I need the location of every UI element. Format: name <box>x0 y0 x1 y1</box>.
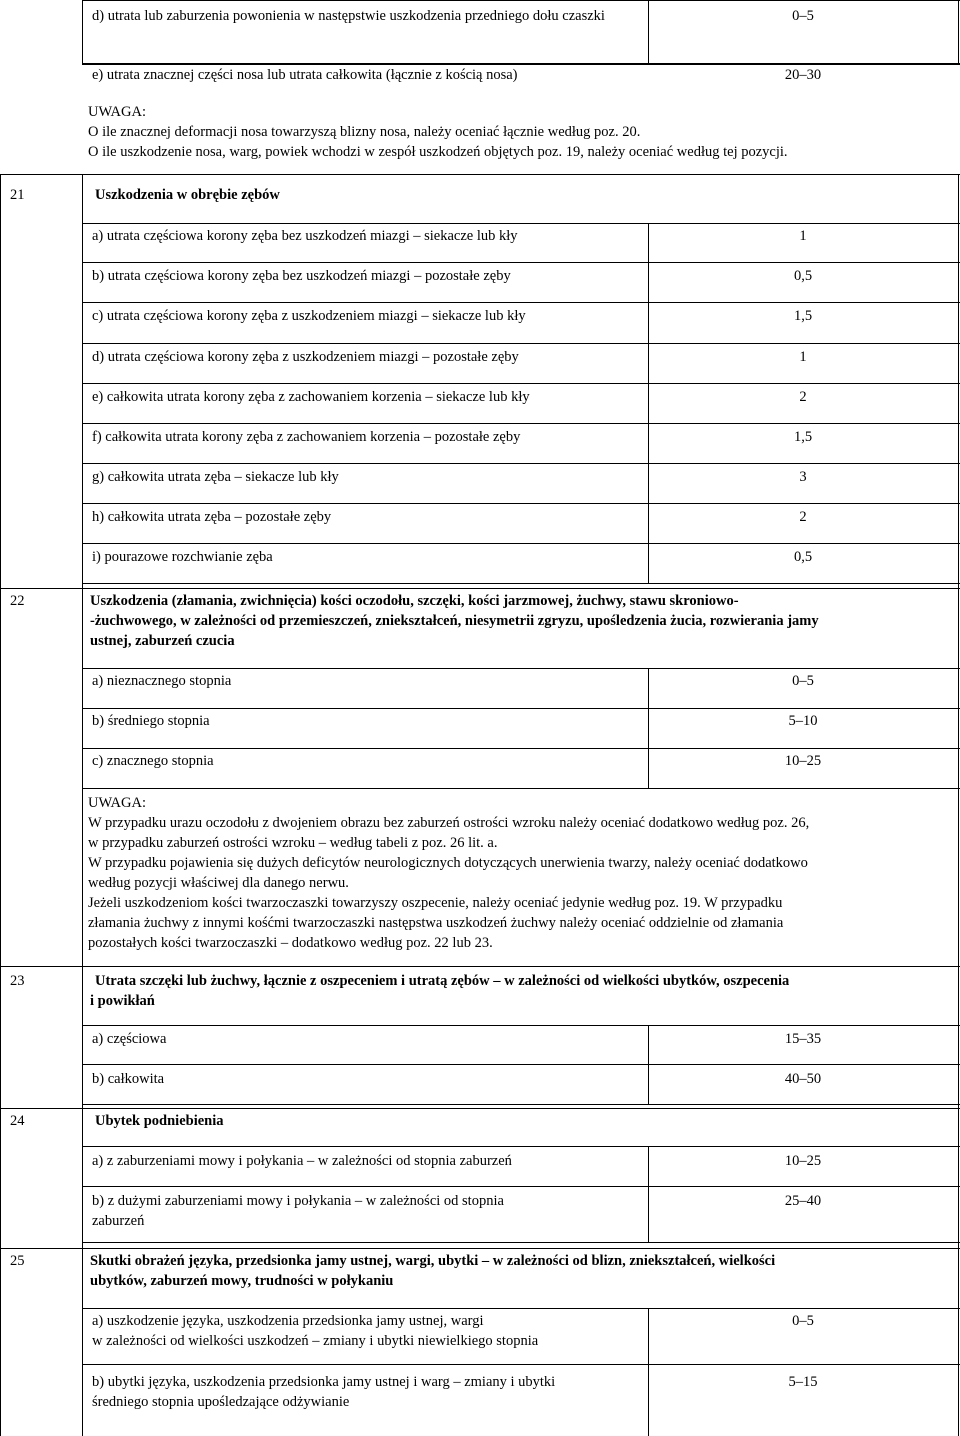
item-text: b) średniego stopnia <box>92 713 210 729</box>
item-text: a) częściowa <box>92 1031 167 1047</box>
section-title: Ubytek podniebienia <box>95 1113 224 1129</box>
section-title-line: Uszkodzenia (złamania, zwichnięcia) kości oczodołu, szczęki, kości jarzmowej, żuchwy, stawu skroniowo- <box>90 593 739 609</box>
item-text: b) całkowita <box>92 1071 165 1087</box>
item-value: 20–30 <box>784 67 822 83</box>
item-text-line: zaburzeń <box>92 1213 145 1229</box>
section-title-line: ubytków, zaburzeń mowy, trudności w połykaniu <box>90 1273 394 1289</box>
section-title-line: Skutki obrażeń języka, przedsionka jamy ustnej, wargi, ubytki – w zależności od blizn, zniekształceń, wielkości <box>90 1253 776 1269</box>
item-value: 1,5 <box>793 308 813 324</box>
note-line: w przypadku zaburzeń ostrości wzroku – według tabeli z poz. 26 lit. a. <box>88 835 498 851</box>
section-number: 24 <box>10 1113 25 1129</box>
item-text-line: średniego stopnia upośledzające odżywianie <box>92 1394 350 1410</box>
note-line: W przypadku pojawienia się dużych deficytów neurologicznych dotyczących unerwienia twarzy, należy oceniać dodatkowo <box>88 855 808 871</box>
item-text: d) utrata częściowa korony zęba z uszkodzeniem miazgi – pozostałe zęby <box>92 349 519 365</box>
item-value: 5–15 <box>788 1374 818 1390</box>
item-text-line: b) ubytki języka, uszkodzenia przedsionka jamy ustnej i warg – zmiany i ubytki <box>92 1374 556 1390</box>
item-value: 0,5 <box>793 549 813 565</box>
item-text-line: b) z dużymi zaburzeniami mowy i połykania – w zależności od stopnia <box>92 1193 504 1209</box>
note-line: W przypadku urazu oczodołu z dwojeniem obrazu bez zaburzeń ostrości wzroku należy oceniać dodatkowo według poz. 26, <box>88 815 810 831</box>
note-line: złamania żuchwy z innymi kośćmi twarzoczaszki następstwa uszkodzeń żuchwy należy oceniać oddzielnie od złamania <box>88 915 784 931</box>
item-text: h) całkowita utrata zęba – pozostałe zęby <box>92 509 332 525</box>
section-title-line: Utrata szczęki lub żuchwy, łącznie z oszpeceniem i utratą zębów – w zależności od wielkości ubytków, oszpecenia <box>95 973 790 989</box>
section-number: 25 <box>10 1253 25 1269</box>
note-line: według pozycji właściwej dla danego nerwu. <box>88 875 349 891</box>
note-line: O ile uszkodzenie nosa, warg, powiek wchodzi w zespół uszkodzeń objętych poz. 19, należy oceniać według tej pozycji. <box>88 144 788 160</box>
item-text: f) całkowita utrata korony zęba z zachowaniem korzenia – pozostałe zęby <box>92 429 521 445</box>
item-value: 10–25 <box>784 753 822 769</box>
item-value: 1 <box>799 228 807 244</box>
item-text: e) utrata znacznej części nosa lub utrata całkowita (łącznie z kością nosa) <box>92 67 518 83</box>
section-title: Uszkodzenia w obrębie zębów <box>95 187 280 203</box>
item-value: 25–40 <box>784 1193 822 1209</box>
note-title: UWAGA: <box>88 795 146 811</box>
item-value: 1 <box>799 349 807 365</box>
item-text: c) utrata częściowa korony zęba z uszkodzeniem miazgi – siekacze lub kły <box>92 308 526 324</box>
item-value: 0–5 <box>792 673 814 689</box>
note-line: pozostałych kości twarzoczaszki – dodatkowo według poz. 22 lub 23. <box>88 935 493 951</box>
item-value: 40–50 <box>784 1071 822 1087</box>
item-text: e) całkowita utrata korony zęba z zachowaniem korzenia – siekacze lub kły <box>92 389 530 405</box>
item-value: 2 <box>799 389 807 405</box>
item-value: 5–10 <box>788 713 818 729</box>
item-text-line: a) uszkodzenie języka, uszkodzenia przedsionka jamy ustnej, wargi <box>92 1313 484 1329</box>
item-value: 15–35 <box>784 1031 822 1047</box>
item-value: 3 <box>799 469 807 485</box>
item-text: c) znacznego stopnia <box>92 753 214 769</box>
section-title-line: i powikłań <box>90 993 155 1009</box>
section-number: 23 <box>10 973 25 989</box>
section-number: 21 <box>10 187 25 203</box>
item-text: a) utrata częściowa korony zęba bez uszkodzeń miazgi – siekacze lub kły <box>92 228 518 244</box>
note-line: O ile znacznej deformacji nosa towarzyszą blizny nosa, należy oceniać łącznie według poz. 20. <box>88 124 641 140</box>
note-line: Jeżeli uszkodzeniom kości twarzoczaszki towarzyszy oszpecenie, należy oceniać jedynie według poz. 19. W przypadku <box>88 895 783 911</box>
item-value: 2 <box>799 509 807 525</box>
section-title-line: -żuchwowego, w zależności od przemieszczeń, zniekształceń, niesymetrii zgryzu, upośledzenia żucia, rozwierania jamy <box>90 613 819 629</box>
item-text: a) nieznacznego stopnia <box>92 673 232 689</box>
note-title: UWAGA: <box>88 104 146 120</box>
item-value: 0,5 <box>793 268 813 284</box>
item-text: a) z zaburzeniami mowy i połykania – w zależności od stopnia zaburzeń <box>92 1153 512 1169</box>
section-title-line: ustnej, zaburzeń czucia <box>90 633 235 649</box>
section-number: 22 <box>10 593 25 609</box>
item-text-line: w zależności od wielkości uszkodzeń – zmiany i ubytki niewielkiego stopnia <box>92 1333 539 1349</box>
item-text: g) całkowita utrata zęba – siekacze lub kły <box>92 469 339 485</box>
item-value: 0–5 <box>792 1313 814 1329</box>
item-text: i) pourazowe rozchwianie zęba <box>92 549 273 565</box>
item-text: d) utrata lub zaburzenia powonienia w następstwie uszkodzenia przedniego dołu czaszki <box>92 8 605 24</box>
item-value: 10–25 <box>784 1153 822 1169</box>
item-value: 1,5 <box>793 429 813 445</box>
item-text: b) utrata częściowa korony zęba bez uszkodzeń miazgi – pozostałe zęby <box>92 268 511 284</box>
item-value: 0–5 <box>792 8 814 24</box>
